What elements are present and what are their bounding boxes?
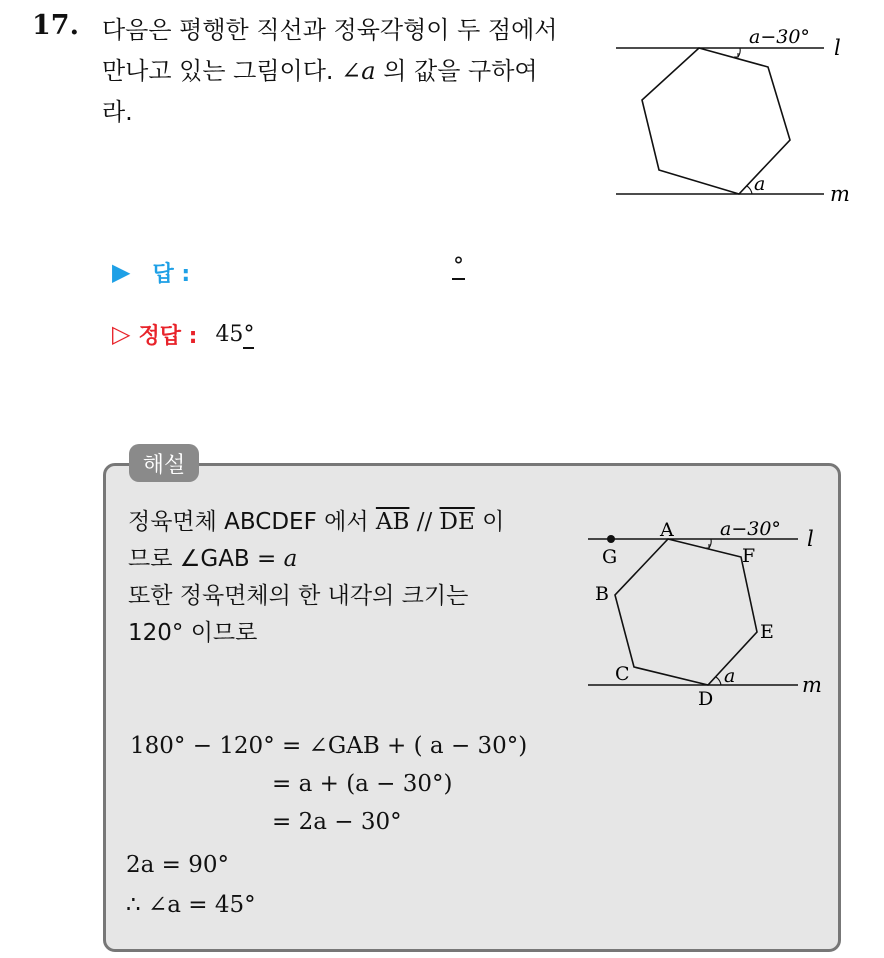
equation-2: = a + (a − 30°) bbox=[272, 771, 453, 797]
angle-arc-bottom-2 bbox=[716, 677, 721, 685]
explanation-text bbox=[128, 504, 568, 652]
angle-label-bottom: a bbox=[754, 173, 766, 195]
question-angle: ∠a bbox=[341, 57, 376, 85]
label-l-2: l bbox=[807, 527, 814, 551]
point-label-f: F bbox=[742, 545, 756, 567]
exp-line-2a: 므로 ∠GAB = bbox=[128, 546, 284, 572]
point-label-a: A bbox=[660, 519, 674, 541]
question-text bbox=[102, 10, 592, 133]
exp-var-a: a bbox=[283, 546, 298, 572]
exp-line-4: 120° 이므로 bbox=[128, 620, 258, 646]
question-line-3: 라. bbox=[102, 98, 133, 126]
point-label-b: B bbox=[595, 583, 609, 605]
question-line-2 bbox=[102, 51, 592, 92]
exp-line-1a: 정육면체 ABCDEF 에서 bbox=[128, 509, 376, 535]
question-number: 17. bbox=[32, 10, 79, 41]
question-figure bbox=[612, 18, 852, 203]
angle-label-top: a−30° bbox=[749, 26, 810, 48]
explanation-figure bbox=[582, 512, 827, 712]
arrow-icon bbox=[734, 53, 738, 57]
exp-line-2 bbox=[128, 541, 568, 578]
equation-3: = 2a − 30° bbox=[272, 809, 402, 835]
correct-value bbox=[215, 322, 254, 347]
correct-unit: ° bbox=[243, 321, 255, 347]
exp-line-1b: 이 bbox=[474, 509, 505, 535]
exp-line-3: 또한 정육면체의 한 내각의 크기는 bbox=[128, 583, 469, 609]
angle-arc-bottom bbox=[747, 186, 752, 194]
label-m: m bbox=[830, 182, 850, 203]
correct-label: 정답 : bbox=[138, 323, 198, 349]
correct-number: 45 bbox=[215, 321, 244, 347]
equation-4: 2a = 90° bbox=[126, 852, 230, 878]
play-triangle-icon: ▶ bbox=[112, 258, 131, 286]
angle-label-top-2: a−30° bbox=[720, 518, 781, 540]
label-m-2: m bbox=[802, 673, 822, 697]
equation-1: 180° − 120° = ∠GAB + ( a − 30°) bbox=[130, 733, 528, 759]
hexagon bbox=[642, 48, 790, 194]
point-label-g: G bbox=[602, 546, 618, 568]
question-line-1: 다음은 평행한 직선과 정육각형이 두 점에서 bbox=[102, 16, 558, 44]
question-line-2b: 의 값을 구하여 bbox=[375, 57, 538, 85]
segment-de: $\overline{DE}$ bbox=[439, 509, 475, 535]
point-g bbox=[607, 535, 615, 543]
answer-blank[interactable]: ° bbox=[453, 254, 464, 279]
question-line-2a: 만나고 있는 그림이다. bbox=[102, 57, 342, 85]
correct-row bbox=[112, 316, 254, 352]
point-label-e: E bbox=[760, 621, 774, 643]
answer-row bbox=[112, 254, 190, 290]
exp-line-1 bbox=[128, 504, 568, 541]
answer-label: 답 : bbox=[152, 261, 191, 287]
angle-label-bottom-2: a bbox=[724, 665, 736, 687]
arrow-icon-2 bbox=[705, 544, 709, 548]
explanation-tag: 해설 bbox=[129, 444, 199, 482]
point-label-c: C bbox=[615, 663, 630, 685]
point-label-d: D bbox=[698, 688, 714, 710]
equation-5: ∴ ∠a = 45° bbox=[126, 892, 256, 918]
outline-triangle-icon: ▷ bbox=[112, 320, 131, 348]
hexagon-2 bbox=[615, 539, 757, 685]
label-l: l bbox=[834, 36, 841, 60]
segment-ab: $\overline{AB}$ bbox=[375, 509, 410, 535]
parallel-sign: // bbox=[409, 509, 440, 535]
